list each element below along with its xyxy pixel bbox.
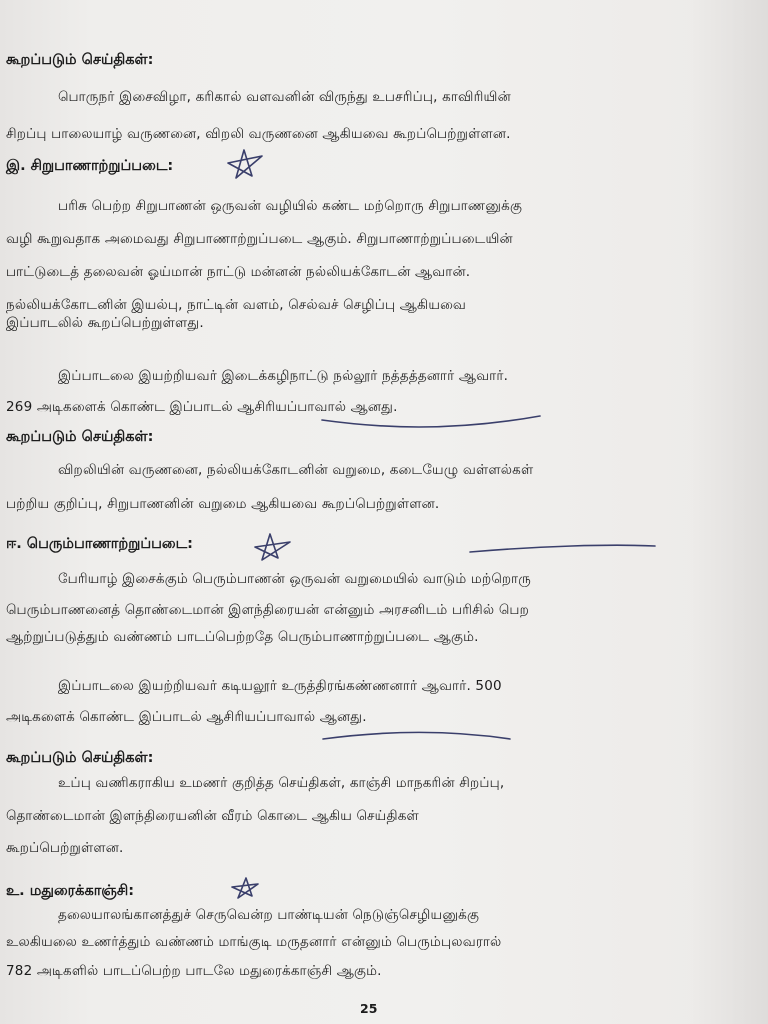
- text-line: பேரியாழ் இசைக்கும் பெரும்பாணன் ஒருவன் வறுமையில் வாடும் மற்றொரு: [58, 571, 532, 587]
- text-line: இப்பாடலில் கூறப்பெற்றுள்ளது.: [6, 315, 204, 331]
- text-line: அடிகளைக் கொண்ட இப்பாடல் ஆசிரியப்பாவால் ஆனது.: [6, 709, 367, 725]
- text-line: வழி கூறுவதாக அமைவது சிறுபாணாற்றுப்படை ஆகும். சிறுபாணாற்றுப்படையின்: [6, 231, 513, 247]
- star-mark-icon: [228, 150, 262, 178]
- underline-mark: [323, 732, 510, 739]
- text-line: இப்பாடலை இயற்றியவர் கடியலூர் உருத்திரங்கண்ணனார் ஆவார். 500: [58, 678, 502, 694]
- page-fold-shadow: [690, 0, 768, 1024]
- text-line: கூறப்பெற்றுள்ளன.: [6, 840, 124, 856]
- section-heading: உ. மதுரைக்காஞ்சி:: [6, 883, 135, 899]
- text-line: இப்பாடலை இயற்றியவர் இடைக்கழிநாட்டு நல்லூர் நத்தத்தனார் ஆவார்.: [58, 368, 509, 384]
- section-heading: கூறப்படும் செய்திகள்:: [6, 750, 154, 766]
- text-line: ஆற்றுப்படுத்தும் வண்ணம் பாடப்பெற்றதே பெரும்பாணாற்றுப்படை ஆகும்.: [6, 629, 479, 645]
- text-line: உப்பு வணிகராகிய உமணர் குறித்த செய்திகள், காஞ்சி மாநகரின் சிறப்பு,: [58, 775, 505, 791]
- text-line: தொண்டைமான் இளந்திரையனின் வீரம் கொடை ஆகிய செய்திகள்: [6, 808, 419, 824]
- section-heading: கூறப்படும் செய்திகள்:: [6, 52, 154, 68]
- text-line: பரிசு பெற்ற சிறுபாணன் ஒருவன் வழியில் கண்ட மற்றொரு சிறுபாணனுக்கு: [58, 198, 523, 214]
- section-heading: இ. சிறுபாணாற்றுப்படை:: [6, 158, 174, 174]
- text-line: பொருநர் இசைவிழா, கரிகால் வளவனின் விருந்து உபசரிப்பு, காவிரியின்: [58, 89, 511, 105]
- text-line: விறலியின் வருணனை, நல்லியக்கோடனின் வறுமை, கடையேழு வள்ளல்கள்: [58, 462, 534, 478]
- text-line: பற்றிய குறிப்பு, சிறுபாணனின் வறுமை ஆகியவை கூறப்பெற்றுள்ளன.: [6, 496, 440, 512]
- text-line: 269 அடிகளைக் கொண்ட இப்பாடல் ஆசிரியப்பாவால் ஆனது.: [6, 399, 398, 415]
- text-line: உலகியலை உணர்த்தும் வண்ணம் மாங்குடி மருதனார் என்னும் பெரும்புலவரால்: [6, 934, 502, 950]
- section-heading: கூறப்படும் செய்திகள்:: [6, 429, 154, 445]
- underline-mark: [322, 416, 540, 427]
- page-number: 25: [360, 1001, 378, 1016]
- underline-mark: [470, 545, 655, 552]
- text-line: நல்லியக்கோடனின் இயல்பு, நாட்டின் வளம், செல்வச் செழிப்பு ஆகியவை: [6, 297, 466, 313]
- star-mark-icon: [255, 534, 290, 560]
- star-mark-icon: [232, 878, 258, 898]
- text-line: பெரும்பாணனைத் தொண்டைமான் இளந்திரையன் என்னும் அரசனிடம் பரிசில் பெற: [6, 602, 529, 618]
- text-line: 782 அடிகளில் பாடப்பெற்ற பாடலே மதுரைக்காஞ்சி ஆகும்.: [6, 963, 382, 979]
- section-heading: ஈ. பெரும்பாணாற்றுப்படை:: [6, 536, 193, 552]
- text-line: சிறப்பு பாலையாழ் வருணனை, விறலி வருணனை ஆகியவை கூறப்பெற்றுள்ளன.: [6, 126, 511, 142]
- text-line: தலையாலங்கானத்துச் செருவென்ற பாண்டியன் நெடுஞ்செழியனுக்கு: [58, 907, 480, 923]
- text-line: பாட்டுடைத் தலைவன் ஓய்மான் நாட்டு மன்னன் நல்லியக்கோடன் ஆவான்.: [6, 264, 471, 280]
